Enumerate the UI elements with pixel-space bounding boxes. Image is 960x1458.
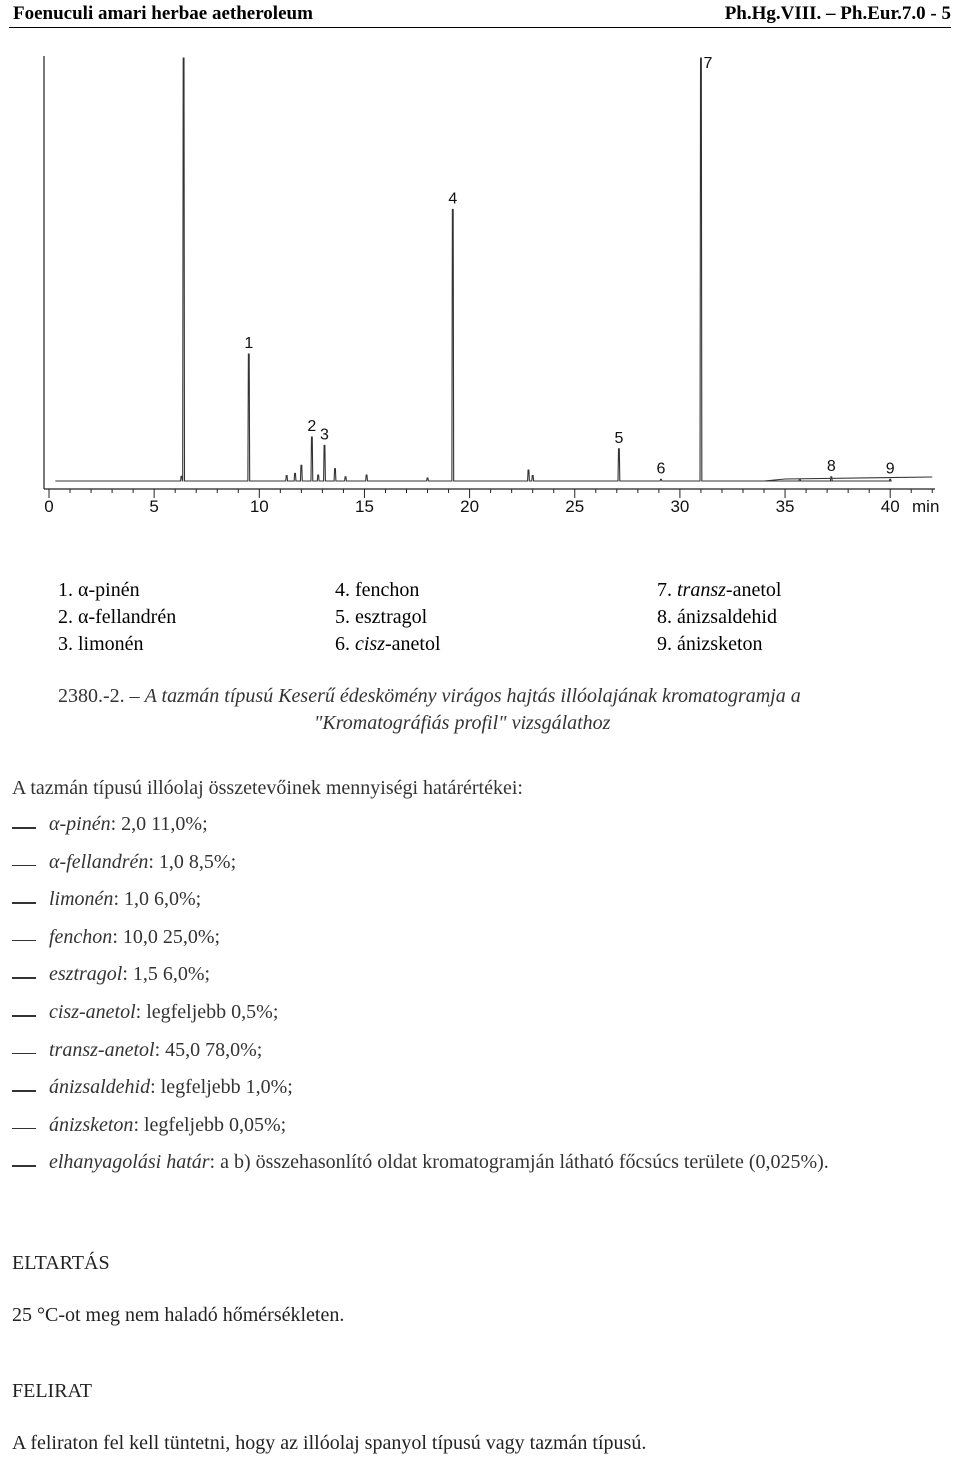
legend-item (335, 577, 441, 604)
dash-bullet (12, 977, 36, 979)
chromatogram-labels (244, 55, 894, 477)
peak-label: 4 (448, 190, 458, 208)
limit-value: : legfeljebb 1,0%; (150, 1076, 293, 1099)
legend-number: 7. (657, 579, 677, 601)
limit-text (49, 1039, 262, 1062)
peak-label: 8 (826, 457, 836, 475)
legend-number: 2. (58, 606, 78, 628)
legend-item (657, 631, 781, 658)
dash-bullet (12, 1165, 36, 1167)
limit-compound: α-fellandrén (49, 850, 149, 873)
limit-compound: transz-anetol (49, 1038, 155, 1061)
limit-value: : a b) összehasonlító oldat kromatogramján látható főcsúcs területe (0,025%). (209, 1151, 829, 1174)
x-axis-unit: min (912, 497, 940, 516)
limit-text (49, 926, 220, 949)
limit-text (49, 1114, 286, 1137)
storage-heading: ELTARTÁS (12, 1252, 110, 1274)
legend-number: 3. (58, 633, 78, 655)
peak-label: 1 (244, 335, 254, 353)
legend-isomer-prefix: cisz (355, 633, 385, 655)
limit-compound: cisz-anetol (49, 1001, 136, 1023)
limit-text (49, 851, 236, 874)
x-tick-label: 15 (354, 497, 374, 516)
legend-compound: esztragol (355, 606, 428, 628)
limit-value: : 1,5 6,0%; (122, 963, 211, 986)
x-tick-label: 25 (565, 497, 585, 516)
limit-text (49, 963, 210, 986)
limit-compound: elhanyagolási határ (49, 1151, 210, 1174)
storage-text: 25 °C-ot meg nem haladó hőmérsékleten. (12, 1304, 345, 1326)
chromatogram-axes (44, 56, 939, 516)
x-tick-label: 35 (775, 497, 795, 516)
limit-text (49, 1001, 278, 1024)
limit-value: : legfeljebb 0,5%; (135, 1001, 279, 1023)
limit-compound: fenchon (49, 925, 113, 948)
x-tick-label: 10 (249, 497, 269, 516)
peak-label: 7 (703, 55, 713, 72)
dash-bullet (12, 1128, 36, 1130)
legend-number: 9. (657, 633, 677, 655)
limit-compound: α-pinén (49, 813, 111, 835)
limit-compound: limonén (49, 888, 114, 911)
x-tick-label: 30 (670, 497, 690, 516)
limit-value: : legfeljebb 0,05%; (133, 1113, 287, 1136)
limit-text (49, 813, 208, 836)
limit-text (49, 888, 201, 911)
legend-compound: ánizsaldehid (677, 606, 777, 628)
legend-item (335, 631, 441, 658)
legend-compound: limonén (78, 633, 144, 655)
chromatogram-line (55, 58, 932, 481)
legend-column-1 (58, 577, 176, 658)
limit-compound: ánizsketon (49, 1113, 134, 1136)
legend-compound: α-pinén (78, 579, 140, 601)
legend-item (58, 577, 176, 604)
dash-bullet (12, 827, 36, 829)
legend-compound: ánizsketon (677, 633, 763, 655)
limits-intro: A tazmán típusú illóolaj összetevőinek mennyiségi határértékei: (12, 777, 523, 799)
legend-isomer-prefix: transz (677, 579, 726, 601)
chromatogram (0, 40, 960, 520)
label-text: A feliraton fel kell tüntetni, hogy az illóolaj spanyol típusú vagy tazmán típusú. (12, 1432, 647, 1454)
x-tick-label: 40 (880, 497, 900, 516)
limit-text (49, 1151, 829, 1174)
limit-value: : 2,0 11,0%; (110, 813, 208, 835)
legend-number: 1. (58, 579, 78, 601)
caption-text-1: A tazmán típusú Keserű édeskömény virágos hajtás illóolajának kromatogramja a (144, 685, 801, 707)
dash-bullet (12, 865, 36, 867)
legend-item (58, 631, 176, 658)
limit-compound: ánizsaldehid (49, 1076, 151, 1099)
legend-column-2 (335, 577, 441, 658)
legend-number: 4. (335, 579, 355, 601)
page-header (9, 0, 951, 28)
peak-label: 5 (614, 429, 624, 447)
x-tick-label: 20 (460, 497, 480, 516)
dash-bullet (12, 902, 36, 904)
limit-value: : 10,0 25,0%; (112, 925, 221, 948)
legend-number: 5. (335, 606, 355, 628)
legend-compound: α-fellandrén (78, 606, 177, 628)
legend-item (335, 604, 441, 631)
legend-item (657, 604, 781, 631)
limit-text (49, 1076, 293, 1099)
dash-bullet (12, 1015, 36, 1017)
legend-item (657, 577, 781, 604)
peak-label: 6 (656, 460, 666, 478)
legend-item (58, 604, 176, 631)
peak-label: 9 (885, 460, 895, 478)
limit-value: : 45,0 78,0%; (154, 1038, 263, 1061)
dash-bullet (12, 1090, 36, 1092)
legend-compound: -anetol (385, 633, 441, 655)
caption-line-2: "Kromatográfiás profil" vizsgálathoz (314, 712, 611, 734)
legend-compound: fenchon (355, 579, 420, 601)
legend-compound: -anetol (725, 579, 782, 601)
dash-bullet (12, 940, 36, 942)
label-heading: FELIRAT (12, 1380, 92, 1402)
caption-line-1 (58, 683, 801, 710)
limit-value: : 1,0 6,0%; (113, 888, 202, 911)
legend-number: 6. (335, 633, 355, 655)
pharmacopoeia-reference: Ph.Hg.VIII. – Ph.Eur.7.0 - 5 (724, 3, 951, 24)
limit-compound: esztragol (49, 963, 123, 986)
legend-number: 8. (657, 606, 677, 628)
monograph-title: Foenuculi amari herbae aetheroleum (13, 3, 313, 24)
peak-label: 2 (307, 418, 317, 436)
limit-value: : 1,0 8,5%; (148, 850, 237, 873)
chromatogram-trace (55, 58, 932, 481)
legend-column-3 (657, 577, 781, 658)
x-tick-label: 5 (149, 497, 159, 516)
x-tick-label: 0 (44, 497, 54, 516)
figure-number: 2380.-2. – (58, 685, 145, 707)
dash-bullet (12, 1053, 36, 1055)
peak-label: 3 (320, 426, 329, 444)
